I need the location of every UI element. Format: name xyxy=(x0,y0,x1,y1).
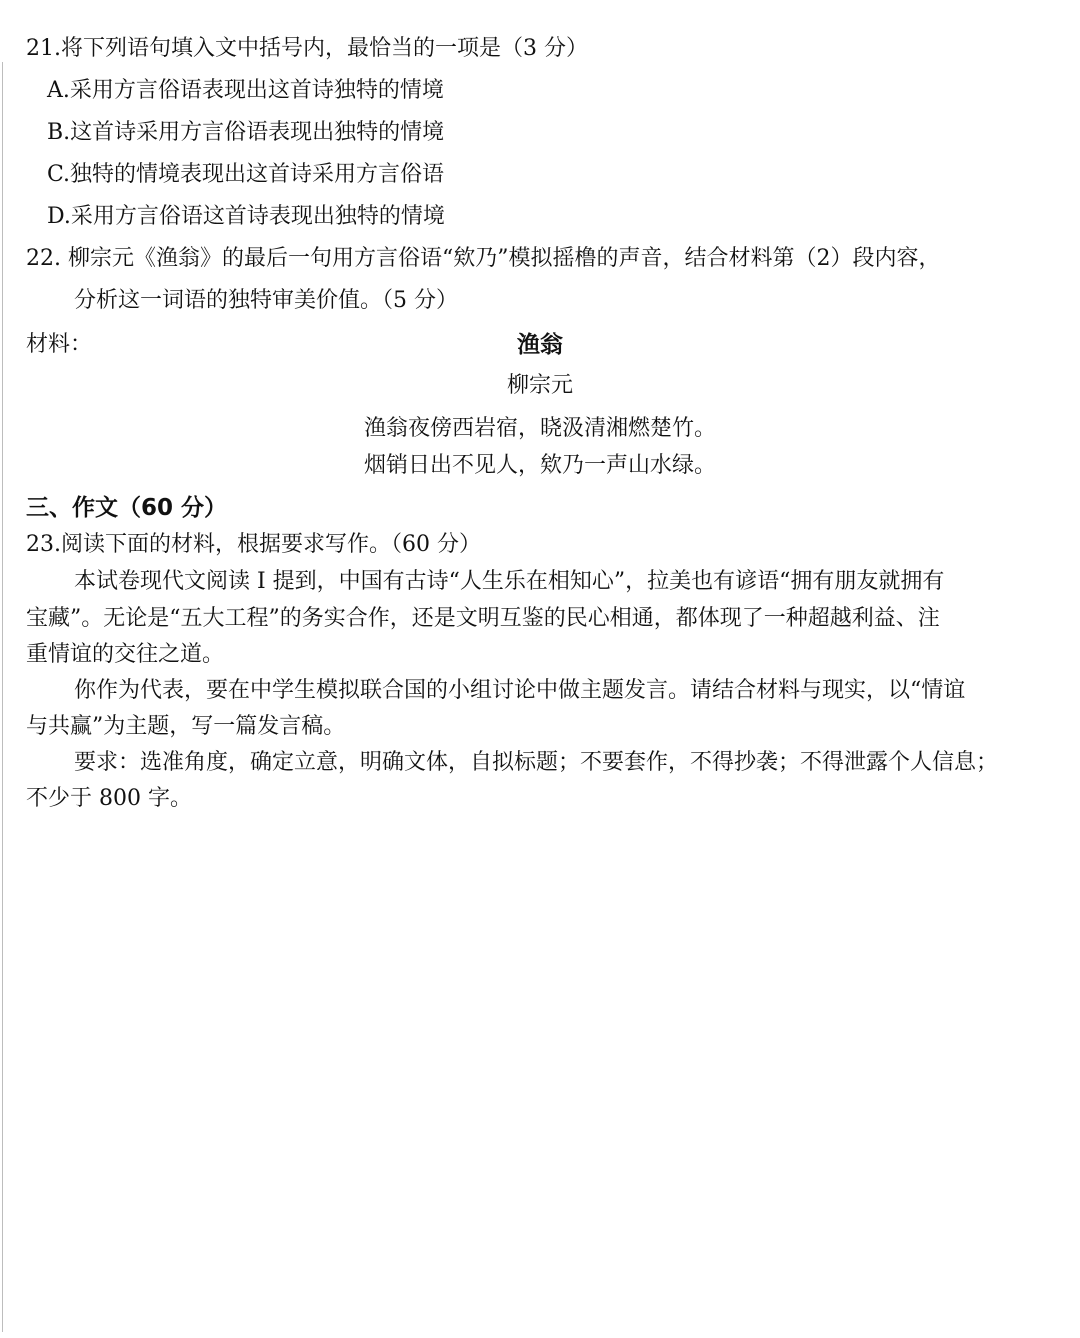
question-21-option-a: A.采用方言俗语表现出这首诗独特的情境 xyxy=(47,78,444,103)
question-23-para2-line1: 你作为代表，要在中学生模拟联合国的小组讨论中做主题发言。请结合材料与现实，以“情谊 xyxy=(74,678,966,703)
poem-author: 柳宗元 xyxy=(506,373,573,398)
poem-line-1: 渔翁夜傍西岩宿，晓汲清湘燃楚竹。 xyxy=(363,416,716,441)
material-label: 材料： xyxy=(26,332,93,357)
question-23-requirement-line1: 要求：选准角度，确定立意，明确文体，自拟标题；不要套作，不得抄袭；不得泄露个人信息； xyxy=(74,750,999,775)
page-left-margin-rule xyxy=(2,62,3,1332)
poem-line-2: 烟销日出不见人，欸乃一声山水绿。 xyxy=(363,453,716,478)
question-21-option-c: C.独特的情境表现出这首诗采用方言俗语 xyxy=(47,162,445,187)
question-23-requirement-line2: 不少于 800 字。 xyxy=(26,786,192,811)
question-23-para1-line2: 宝藏”。无论是“五大工程”的务实合作，还是文明互鉴的民心相通，都体现了一种超越利益、注 xyxy=(26,606,940,631)
question-23-para1-line1: 本试卷现代文阅读 I 提到，中国有古诗“人生乐在相知心”，拉美也有谚语“拥有朋友就拥有 xyxy=(74,569,945,594)
question-23-para2-line2: 与共赢”为主题，写一篇发言稿。 xyxy=(26,714,346,739)
question-23-stem: 23.阅读下面的材料，根据要求写作。（60 分） xyxy=(26,532,481,557)
question-22-stem-line1: 22. 柳宗元《渔翁》的最后一句用方言俗语“欸乃”模拟摇橹的声音，结合材料第（2）段内容， xyxy=(26,246,941,271)
question-23-para1-line3: 重情谊的交往之道。 xyxy=(26,642,225,667)
question-21-option-b: B.这首诗采用方言俗语表现出独特的情境 xyxy=(47,120,445,145)
section-3-heading: 三、作文（60 分） xyxy=(26,495,228,521)
poem-title: 渔翁 xyxy=(517,332,563,358)
question-21-option-d: D.采用方言俗语这首诗表现出独特的情境 xyxy=(47,204,445,229)
question-21-stem: 21.将下列语句填入文中括号内，最恰当的一项是（3 分） xyxy=(26,36,588,61)
question-22-stem-line2: 分析这一词语的独特审美价值。（5 分） xyxy=(74,288,458,313)
